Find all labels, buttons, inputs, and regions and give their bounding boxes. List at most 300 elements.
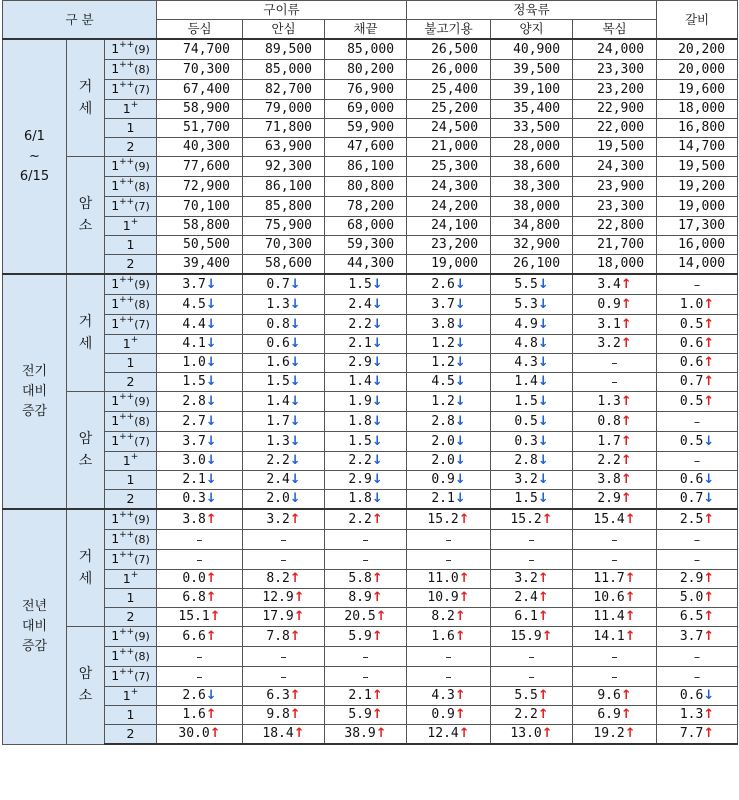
table-row [3,354,738,373]
price-cell: 58,900 [157,100,243,119]
group-header-grill: 구이류 [157,1,407,20]
table-row [3,570,738,589]
change-cell [325,687,407,706]
price-cell: 18,000 [573,255,657,275]
arrow-up-icon: ↑ [289,688,301,703]
change-cell-empty: – [657,667,738,687]
change-cell [325,315,407,335]
col-header-sirloin: 등심 [157,20,243,40]
arrow-down-icon: ↓ [371,374,383,389]
change-cell [573,589,657,608]
price-cell: 21,000 [407,138,491,157]
grade-label [105,373,157,392]
grade-superscript: ++ [119,80,135,90]
price-cell: 74,700 [157,39,243,60]
change-cell [243,706,325,725]
price-cell: 19,000 [407,255,491,275]
price-cell: 59,900 [325,119,407,138]
change-cell [243,354,325,373]
arrow-down-icon: ↓ [205,296,217,312]
grade-number: 1 [111,158,120,173]
arrow-down-icon: ↓ [537,336,549,351]
price-cell: 85,000 [243,60,325,80]
grade-label [105,119,157,138]
arrow-down-icon: ↓ [289,413,301,429]
change-value: 3.2 [514,472,538,487]
price-cell: 47,600 [325,138,407,157]
subgroup-label: 암 소 [67,392,105,510]
change-value: 3.8 [431,316,455,332]
grade-label [105,725,157,745]
change-value: 6.1 [514,609,538,624]
arrow-down-icon: ↓ [289,374,301,389]
change-cell [407,432,491,452]
grade-paren: (8) [134,533,150,546]
change-value: 1.5 [514,393,538,409]
change-cell [243,725,325,745]
table-row [3,627,738,647]
arrow-up-icon: ↑ [293,609,305,624]
price-cell: 24,300 [407,177,491,197]
change-cell [243,295,325,315]
grade-number: 1 [111,531,120,546]
price-cell: 16,800 [657,119,738,138]
arrow-down-icon: ↓ [289,296,301,312]
change-cell [491,354,573,373]
change-cell [491,589,573,608]
arrow-up-icon: ↑ [205,511,217,527]
price-cell: 19,500 [573,138,657,157]
change-cell [573,509,657,530]
change-cell-empty: – [243,667,325,687]
arrow-down-icon: ↓ [205,316,217,332]
price-cell: 78,200 [325,197,407,217]
arrow-down-icon: ↓ [371,316,383,332]
change-value: 2.8 [182,393,206,409]
price-cell: 14,700 [657,138,738,157]
grade-label [105,471,157,490]
change-cell [243,627,325,647]
arrow-down-icon: ↓ [371,491,383,506]
change-value: 12.9 [262,590,294,605]
change-cell-empty: – [573,667,657,687]
change-value: 2.9 [348,355,372,370]
change-value: 0.5 [679,316,704,332]
col-header-tenderloin: 안심 [243,20,325,40]
arrow-up-icon: ↑ [454,628,466,644]
grade-label [105,392,157,412]
arrow-up-icon: ↑ [620,413,632,429]
table-row [3,335,738,354]
change-cell-empty: – [157,667,243,687]
arrow-up-icon: ↑ [703,628,715,644]
change-cell-empty: – [243,530,325,550]
change-cell [243,589,325,608]
change-cell [243,608,325,627]
price-cell: 70,300 [243,236,325,255]
change-cell [243,373,325,392]
price-cell: 24,200 [407,197,491,217]
grade-number: 1 [122,101,131,116]
change-value: 8.9 [348,590,372,605]
change-cell [657,608,738,627]
change-value: 3.7 [182,433,206,449]
change-value: 4.5 [431,374,455,389]
change-value: 1.6 [182,707,206,722]
table-row [3,373,738,392]
grade-paren: (7) [134,670,150,683]
grade-number: 1 [126,590,135,605]
arrow-up-icon: ↑ [703,726,715,741]
price-cell: 24,000 [573,39,657,60]
arrow-down-icon: ↓ [454,374,466,389]
change-value: 11.7 [593,571,625,586]
change-cell [157,471,243,490]
table-row [3,589,738,608]
change-value: 1.3 [679,707,704,722]
grade-label [105,589,157,608]
arrow-up-icon: ↑ [620,296,632,312]
table-row [3,667,738,687]
price-cell: 86,100 [243,177,325,197]
change-cell [157,627,243,647]
price-cell: 23,300 [573,197,657,217]
grade-label [105,706,157,725]
change-value: 1.2 [431,393,455,409]
change-cell [573,627,657,647]
change-cell [657,335,738,354]
change-value: 2.6 [182,688,206,703]
change-value: 1.4 [348,374,372,389]
grade-label [105,667,157,687]
grade-number: 1 [122,453,131,468]
subgroup-label: 거 세 [67,274,105,392]
price-cell: 19,500 [657,157,738,177]
change-value: 2.0 [431,453,455,468]
change-value: 3.7 [679,628,704,644]
change-cell [157,490,243,510]
arrow-up-icon: ↑ [624,628,636,644]
table-row [3,100,738,119]
price-cell: 86,100 [325,157,407,177]
table-row [3,295,738,315]
change-cell [325,589,407,608]
price-cell: 22,900 [573,100,657,119]
change-cell [573,570,657,589]
change-value: 3.7 [182,276,206,292]
price-cell: 18,000 [657,100,738,119]
change-cell [243,471,325,490]
arrow-down-icon: ↓ [205,453,217,468]
grade-label [105,138,157,157]
change-value: 0.3 [182,491,206,506]
change-value: 19.2 [593,726,625,741]
change-value: 2.8 [431,413,455,429]
arrow-up-icon: ↑ [293,590,305,605]
grade-number: 1 [111,316,120,331]
arrow-down-icon: ↓ [205,433,217,449]
arrow-down-icon: ↓ [537,374,549,389]
change-cell [407,589,491,608]
arrow-up-icon: ↑ [620,491,632,506]
grade-paren: (9) [134,513,150,526]
change-cell [491,725,573,745]
price-cell: 23,200 [407,236,491,255]
price-cell: 58,600 [243,255,325,275]
change-value: 2.4 [348,296,372,312]
grade-superscript: ++ [119,60,135,70]
change-value: 1.2 [431,355,455,370]
table-row [3,177,738,197]
change-value: 2.1 [431,491,455,506]
grade-label [105,255,157,275]
change-cell [491,570,573,589]
arrow-down-icon: ↓ [205,374,217,389]
price-cell: 26,000 [407,60,491,80]
change-cell-empty: – [573,373,657,392]
grade-paren: (9) [134,630,150,643]
change-value: 15.9 [510,628,542,644]
change-value: 2.2 [348,511,372,527]
change-cell [325,373,407,392]
arrow-up-icon: ↑ [537,609,549,624]
change-cell-empty: – [491,550,573,570]
change-value: 7.7 [679,726,704,741]
price-cell: 20,200 [657,39,738,60]
change-value: 5.3 [514,296,538,312]
change-cell [491,452,573,471]
change-cell [491,627,573,647]
arrow-up-icon: ↑ [293,726,305,741]
arrow-up-icon: ↑ [624,590,636,605]
grade-label [105,550,157,570]
change-value: 1.5 [348,433,372,449]
change-cell [491,687,573,706]
change-cell [407,315,491,335]
grade-number: 1 [122,688,131,703]
change-cell-empty: – [657,550,738,570]
grade-number: 1 [111,551,120,566]
arrow-down-icon: ↓ [454,355,466,370]
price-cell: 59,300 [325,236,407,255]
arrow-down-icon: ↓ [537,491,549,506]
arrow-up-icon: ↑ [289,707,301,722]
price-cell: 25,400 [407,80,491,100]
price-cell: 71,800 [243,119,325,138]
price-cell: 23,300 [573,60,657,80]
grade-label [105,627,157,647]
table-row [3,550,738,570]
arrow-up-icon: ↑ [620,707,632,722]
grade-superscript: ++ [119,392,135,402]
grade-paren: (8) [134,63,150,76]
price-cell: 38,300 [491,177,573,197]
grade-number: 1 [122,336,131,351]
arrow-up-icon: ↑ [371,590,383,605]
arrow-down-icon: ↓ [454,276,466,292]
price-cell: 85,000 [325,39,407,60]
table-row [3,452,738,471]
arrow-down-icon: ↓ [454,491,466,506]
grade-label [105,315,157,335]
change-cell [407,295,491,315]
table-row [3,236,738,255]
table-row [3,706,738,725]
price-cell: 79,000 [243,100,325,119]
arrow-down-icon: ↓ [205,355,217,370]
grade-label [105,412,157,432]
change-cell [407,373,491,392]
change-cell-empty: – [157,530,243,550]
change-value: 12.4 [427,726,459,741]
change-value: 0.7 [266,276,290,292]
change-value: 0.9 [431,472,455,487]
change-cell-empty: – [407,530,491,550]
change-cell [407,412,491,432]
grade-number: 1 [111,41,120,56]
change-cell [573,490,657,510]
change-cell [407,392,491,412]
change-cell-empty: – [573,647,657,667]
change-value: 4.3 [431,688,455,703]
change-cell [657,392,738,412]
change-cell [243,452,325,471]
change-value: 2.9 [348,472,372,487]
change-value: 2.2 [348,453,372,468]
price-cell: 22,800 [573,217,657,236]
change-value: 18.4 [262,726,294,741]
change-cell [157,315,243,335]
change-value: 20.5 [344,609,376,624]
arrow-down-icon: ↓ [289,393,301,409]
grade-paren: (8) [134,415,150,428]
change-cell [573,471,657,490]
grade-superscript: + [130,570,139,580]
grade-label [105,490,157,510]
arrow-down-icon: ↓ [205,336,217,351]
grade-paren: (7) [134,200,150,213]
grade-number: 2 [126,256,135,271]
change-cell [407,570,491,589]
arrow-down-icon: ↓ [289,433,301,449]
change-cell [573,274,657,295]
change-value: 10.9 [427,590,459,605]
table-row [3,60,738,80]
price-cell: 82,700 [243,80,325,100]
grade-superscript: + [130,687,139,697]
change-value: 0.5 [679,393,704,409]
subgroup-label: 거 세 [67,509,105,627]
price-cell: 51,700 [157,119,243,138]
change-cell [157,373,243,392]
price-cell: 39,100 [491,80,573,100]
change-value: 1.9 [348,393,372,409]
arrow-up-icon: ↑ [375,609,387,624]
arrow-up-icon: ↑ [537,590,549,605]
grade-label [105,295,157,315]
grade-number: 1 [111,198,120,213]
change-cell [325,432,407,452]
grade-label [105,509,157,530]
arrow-up-icon: ↑ [620,316,632,332]
change-cell-empty: – [325,647,407,667]
change-cell-empty: – [573,354,657,373]
arrow-up-icon: ↑ [205,628,217,644]
change-cell [157,725,243,745]
grade-number: 1 [111,81,120,96]
arrow-up-icon: ↑ [703,374,715,389]
price-cell: 38,000 [491,197,573,217]
arrow-up-icon: ↑ [458,571,470,586]
grade-number: 1 [111,413,120,428]
change-cell-empty: – [657,647,738,667]
change-value: 1.4 [266,393,290,409]
change-value: 15.1 [178,609,210,624]
change-value: 4.5 [182,296,206,312]
grade-label [105,274,157,295]
grade-label [105,197,157,217]
change-cell [407,509,491,530]
arrow-down-icon: ↓ [205,393,217,409]
grade-paren: (8) [134,650,150,663]
change-value: 15.2 [427,511,459,527]
change-value: 2.0 [431,433,455,449]
table-row [3,315,738,335]
change-value: 1.7 [266,413,290,429]
grade-superscript: + [130,335,139,345]
change-cell [657,687,738,706]
change-cell [573,392,657,412]
grade-superscript: ++ [119,197,135,207]
group-header-meat: 정육류 [407,1,657,20]
change-value: 2.1 [348,336,372,351]
grade-number: 1 [126,472,135,487]
change-value: 2.2 [266,453,290,468]
arrow-up-icon: ↑ [454,609,466,624]
change-value: 6.5 [679,609,704,624]
change-cell [157,295,243,315]
price-cell: 35,400 [491,100,573,119]
grade-label [105,354,157,373]
grade-superscript: ++ [119,412,135,422]
price-cell: 85,800 [243,197,325,217]
change-value: 1.3 [266,296,290,312]
change-value: 1.6 [431,628,455,644]
change-cell [491,490,573,510]
change-cell [243,392,325,412]
arrow-down-icon: ↓ [371,336,383,351]
change-cell [491,471,573,490]
change-cell [573,432,657,452]
arrow-down-icon: ↓ [371,433,383,449]
grade-paren: (7) [134,318,150,331]
table-row [3,725,738,745]
table-row [3,530,738,550]
grade-label [105,570,157,589]
arrow-up-icon: ↑ [620,472,632,487]
price-cell: 75,900 [243,217,325,236]
change-value: 0.9 [431,707,455,722]
change-value: 0.8 [597,413,621,429]
change-cell-empty: – [491,647,573,667]
price-cell: 24,100 [407,217,491,236]
table-row [3,274,738,295]
change-value: 0.6 [679,355,704,370]
arrow-down-icon: ↓ [537,433,549,449]
change-value: 9.8 [266,707,290,722]
grade-label [105,432,157,452]
arrow-up-icon: ↑ [624,609,636,624]
